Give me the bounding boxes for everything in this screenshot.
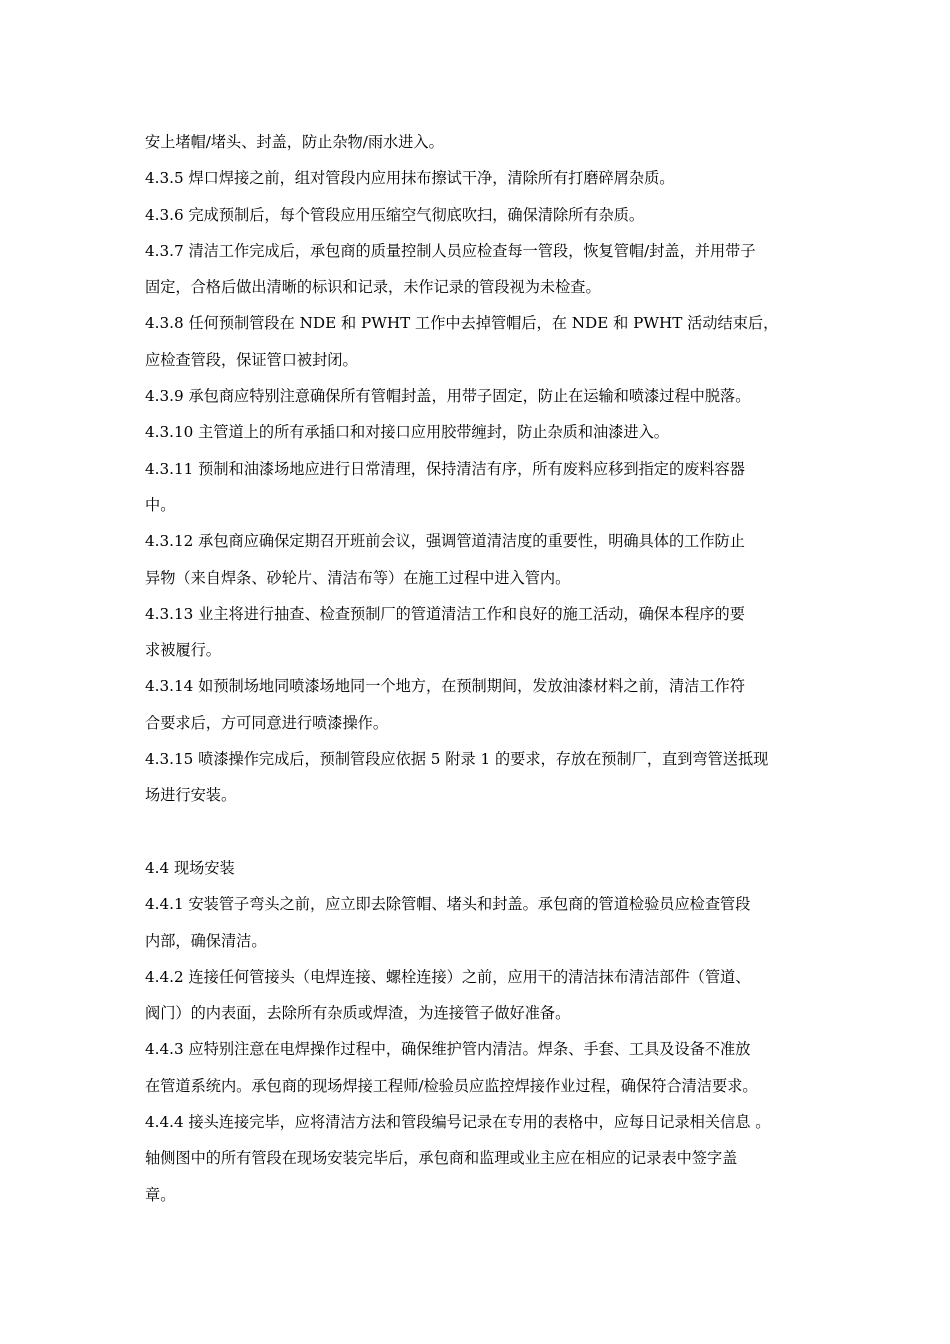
text-line: 合要求后，方可同意进行喷漆操作。 [145,713,388,732]
text-line: 求被履行。 [145,641,221,660]
text-line: 在管道系统内。承包商的现场焊接工程师/检验员应监控焊接作业过程，确保符合清洁要求。 [145,1076,758,1095]
text-line: 4.3.9 承包商应特别注意确保所有管帽封盖，用带子固定，防止在运输和喷漆过程中脱落。 [145,387,751,406]
text-line: 4.4.2 连接任何管接头（电焊连接、螺栓连接）之前，应用干的清洁抹布清洁部件（管道、 [145,967,751,986]
text-line: 中。 [145,495,176,514]
text-line: 4.3.14 如预制场地同喷漆场地同一个地方，在预制期间，发放油漆材料之前，清洁工作符 [145,677,745,696]
text-line: 4.3.11 预制和油漆场地应进行日常清理，保持清洁有序，所有废料应移到指定的废料容器 [145,459,745,478]
text-line: 场进行安装。 [145,786,237,805]
text-line: 安上堵帽/堵头、封盖，防止杂物/雨水进入。 [145,133,444,151]
document-body [145,124,813,1213]
text-line: 应检查管段，保证管口被封闭。 [145,350,358,369]
text-line: 4.3.8 任何预制管段在 NDE 和 PWHT 工作中去掉管帽后，在 NDE 和 PWHT 活动结束后， [145,314,779,333]
text-line: 4.3.5 焊口焊接之前，组对管段内应用抹布擦试干净，清除所有打磨碎屑杂质。 [145,169,675,188]
text-line: 章。 [145,1185,176,1204]
text-line: 4.3.6 完成预制后，每个管段应用压缩空气彻底吹扫，确保清除所有杂质。 [145,205,645,224]
text-line: 4.3.12 承包商应确保定期召开班前会议，强调管道清洁度的重要性，明确具体的工作防止 [145,532,745,551]
text-line: 4.4.1 安装管子弯头之前，应立即去除管帽、堵头和封盖。承包商的管道检验员应检查管段 [145,895,751,914]
text-line: 轴侧图中的所有管段在现场安装完毕后，承包商和监理或业主应在相应的记录表中签字盖 [145,1149,738,1168]
section-heading: 4.4 现场安装 [145,858,235,877]
text-line: 4.3.15 喷漆操作完成后，预制管段应依据 5 附录 1 的要求，存放在预制厂，直到弯管送抵现 [145,750,769,769]
text-line: 阀门）的内表面，去除所有杂质或焊渣，为连接管子做好准备。 [145,1004,571,1023]
text-line: 4.4.3 应特别注意在电焊操作过程中，确保维护管内清洁。焊条、手套、工具及设备不准放 [145,1040,751,1059]
text-line: 4.4.4 接头连接完毕，应将清洁方法和管段编号记录在专用的表格中，应每日记录相关信息 。 [145,1113,771,1132]
text-line: 4.3.7 清洁工作完成后，承包商的质量控制人员应检查每一管段，恢复管帽/封盖，并用带子 [145,241,756,260]
text-line: 固定，合格后做出清晰的标识和记录，未作记录的管段视为未检查。 [145,278,601,297]
blank-line [145,814,813,850]
text-line: 4.3.13 业主将进行抽查、检查预制厂的管道清洁工作和良好的施工活动，确保本程序的要 [145,604,745,623]
text-line: 4.3.10 主管道上的所有承插口和对接口应用胶带缠封，防止杂质和油漆进入。 [145,423,669,442]
text-line: 内部，确保清洁。 [145,931,267,950]
text-line: 异物（来自焊条、砂轮片、清洁布等）在施工过程中进入管内。 [145,568,571,587]
